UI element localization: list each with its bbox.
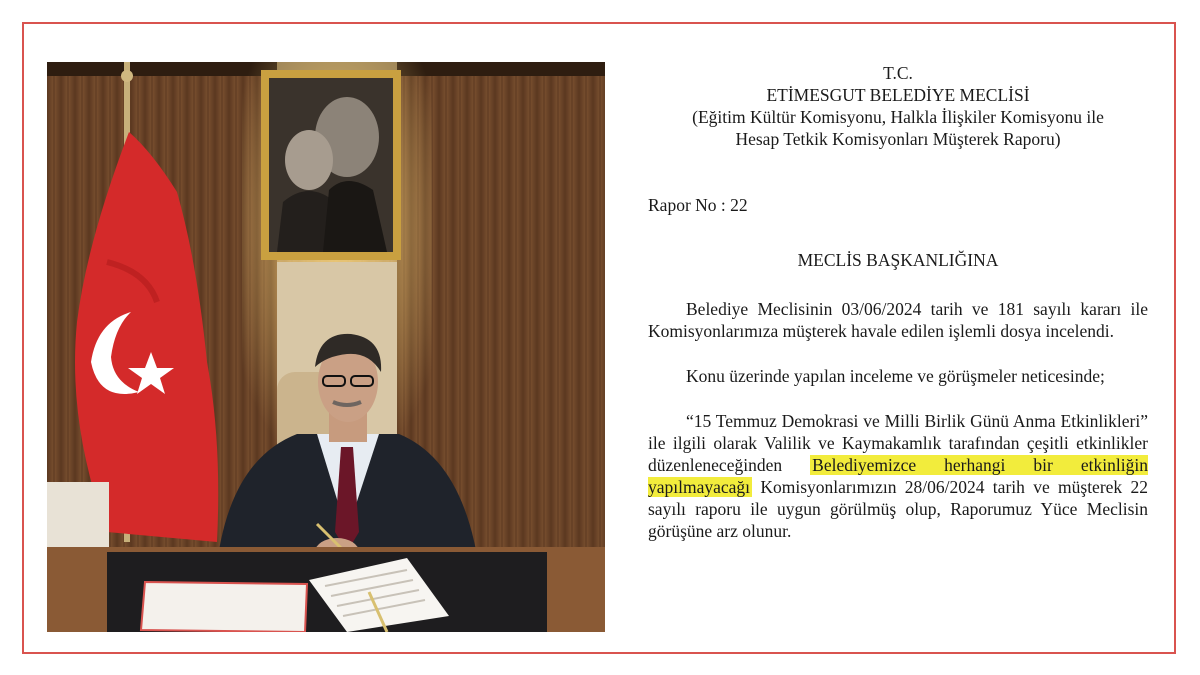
signing-photo: [47, 62, 605, 632]
paragraph-3-start: “15 Temmuz Demokrasi ve Milli Birlik Günü Anma Etkinlikleri” ile ilgili olarak Valilik ve Kaymakamlık tarafından çeşitli etkinlikler düzenleneceğinden: [648, 411, 1148, 475]
report-number: Rapor No : 22: [648, 195, 748, 215]
paragraph-1: Belediye Meclisinin 03/06/2024 tarih ve 181 sayılı kararı ile Komisyonlarımıza müşterek havale edilen işlemli dosya incelendi.: [648, 299, 1148, 341]
council-report: [648, 62, 1148, 542]
addressee-title: MECLİS BAŞKANLIĞINA: [797, 250, 999, 270]
header-committees-1: (Eğitim Kültür Komisyonu, Halkla İlişkiler Komisyonu ile: [692, 107, 1104, 127]
paragraph-3-end: Komisyonlarımızın 28/06/2024 tarih ve müşterek 22 sayılı raporu ile uygun görülmüş olup, Raporumuz Yüce Meclisin görüşüne arz olunur.: [648, 477, 1148, 541]
portrait-frame: [261, 70, 401, 260]
header-council: ETİMESGUT BELEDİYE MECLİSİ: [766, 85, 1030, 105]
report-header: [648, 62, 1148, 150]
highlighted-decision: Belediyemizce herhangi bir etkinliğin yapılmayacağı: [648, 455, 1148, 497]
paragraph-3: [648, 410, 1148, 542]
header-tc: T.C.: [883, 63, 913, 83]
paragraph-2: Konu üzerinde yapılan inceleme ve görüşmeler neticesinde;: [686, 366, 1105, 386]
header-committees-2: Hesap Tetkik Komisyonları Müşterek Raporu): [735, 129, 1061, 149]
